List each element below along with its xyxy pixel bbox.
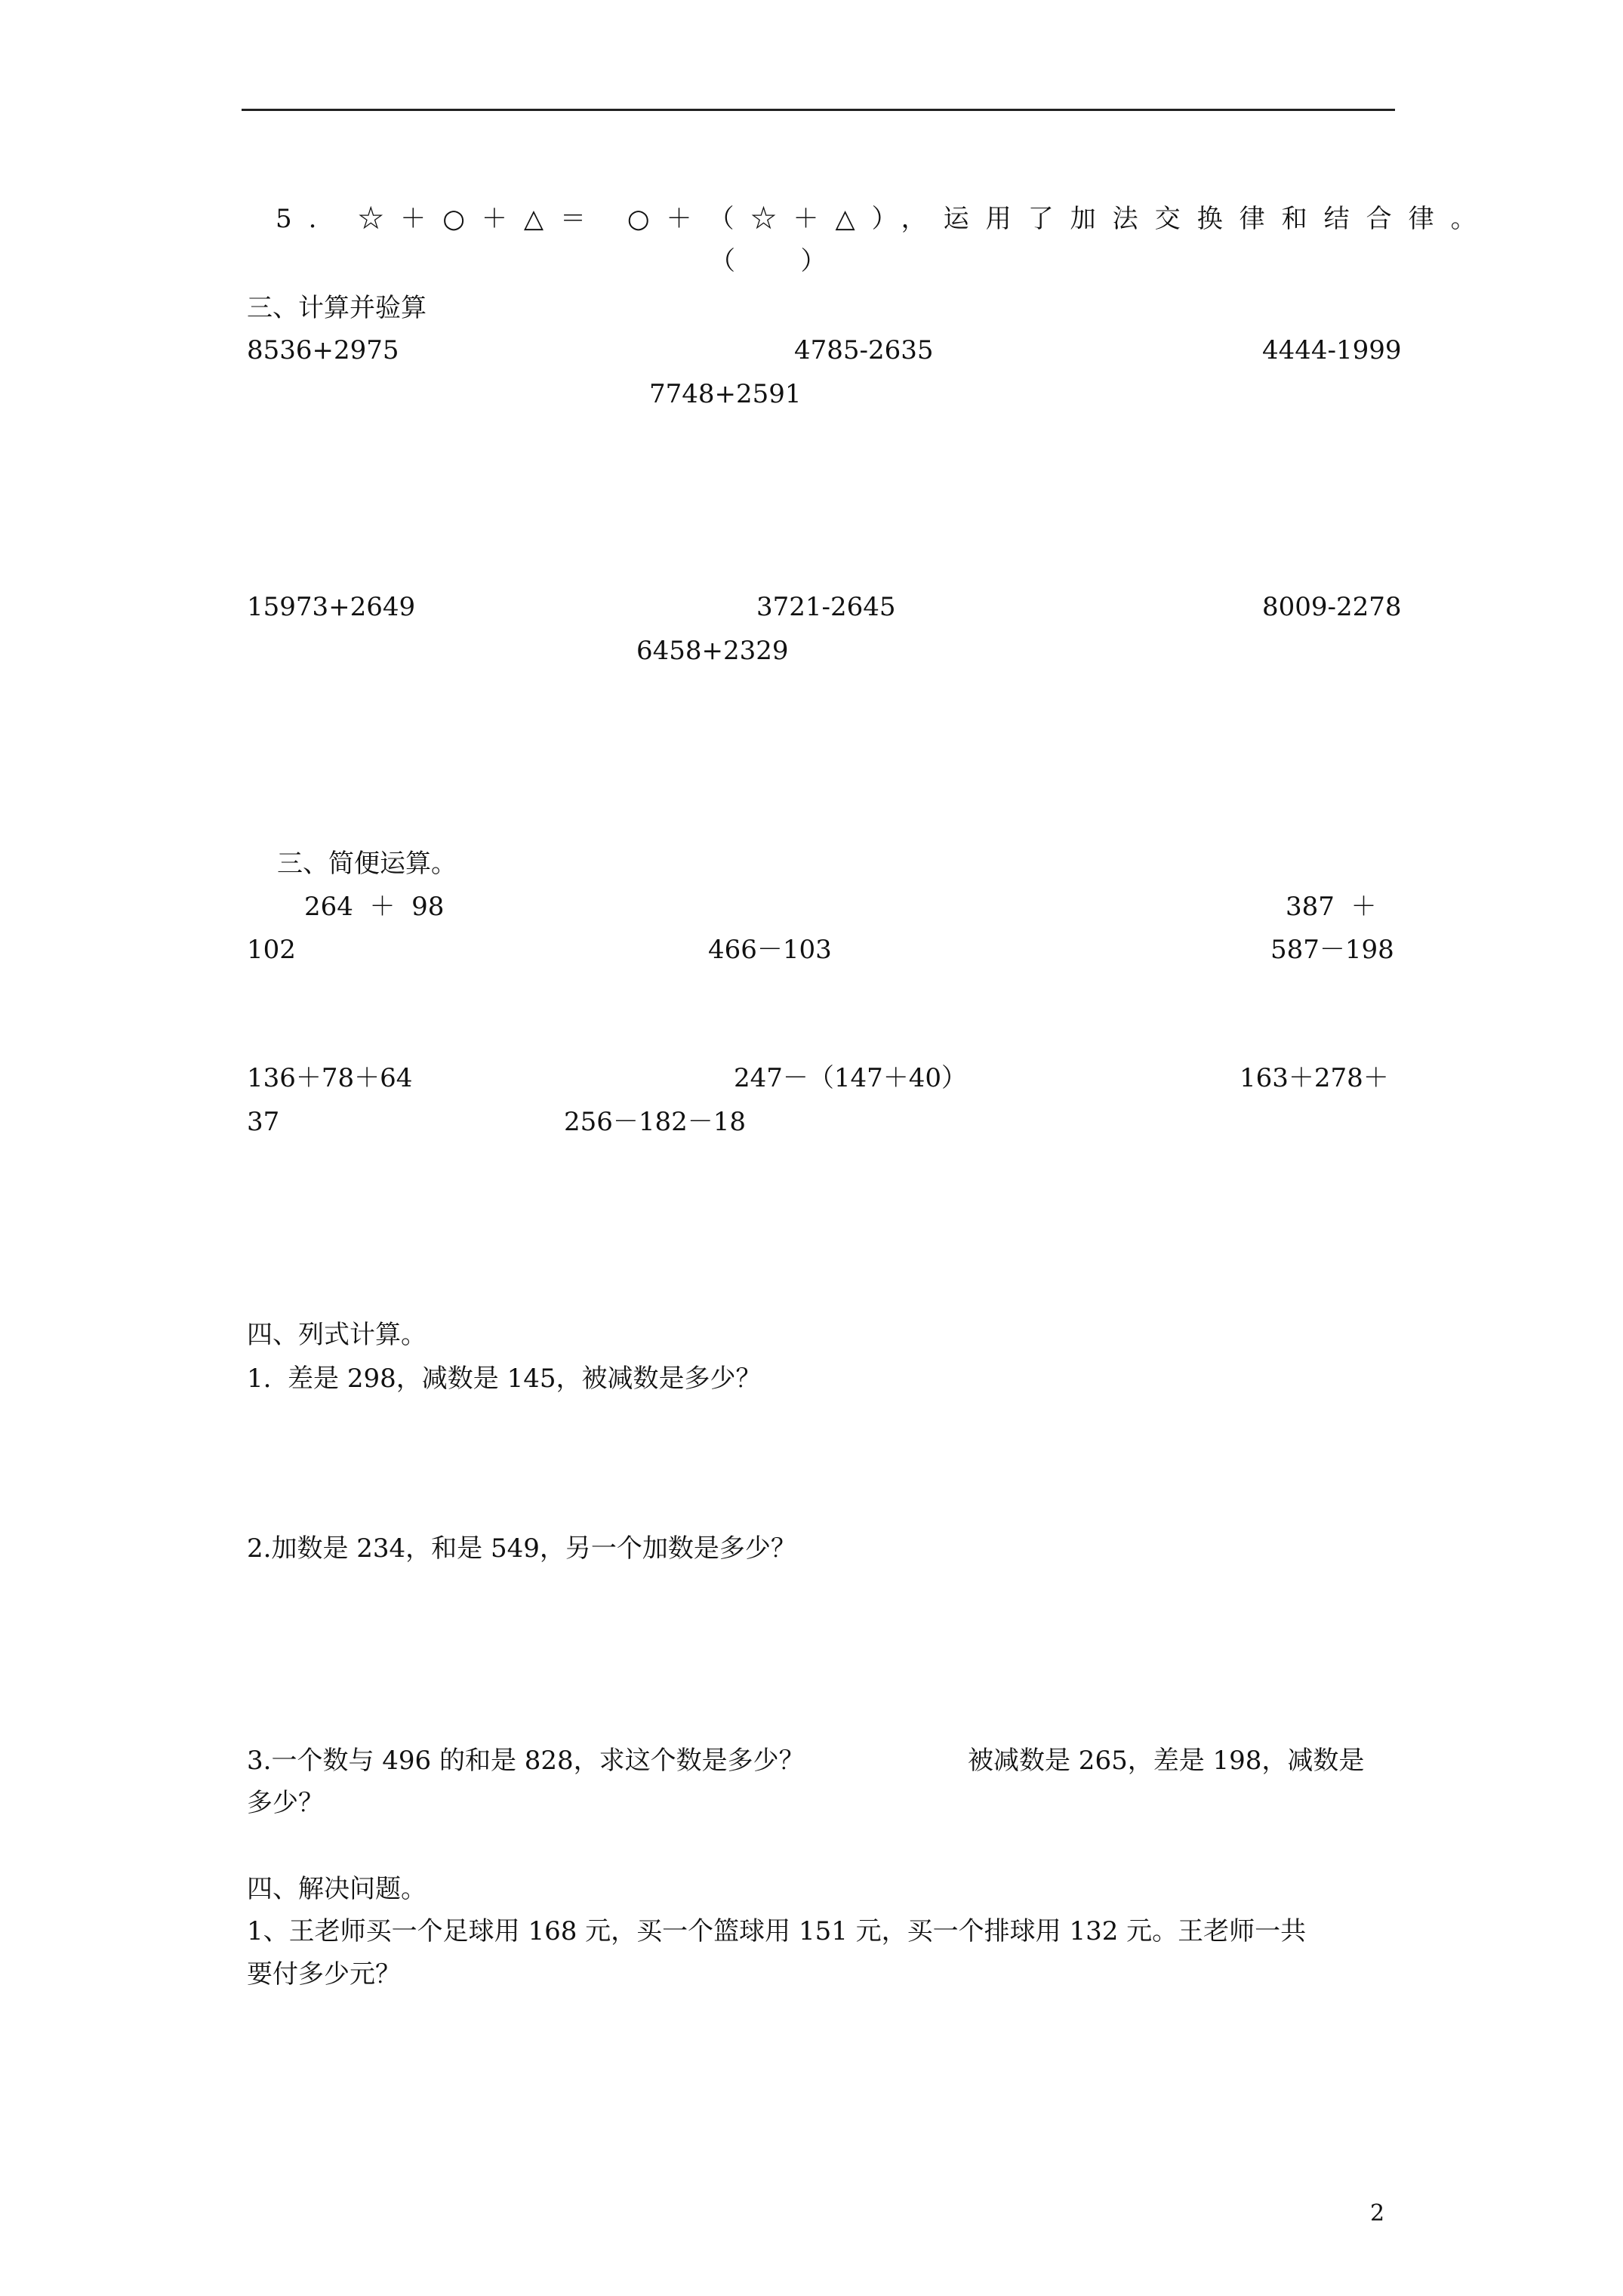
calc-expression: 4444-1999: [1262, 335, 1402, 365]
simple-expression: 163＋278＋: [1240, 1063, 1389, 1093]
calc-expression: 3721-2645: [756, 592, 896, 622]
calc-expression: 4785-2635: [794, 335, 934, 365]
simple-expression: 102: [247, 935, 296, 965]
formula-question-4-cont: 多少？: [247, 1788, 324, 1818]
formula-question-2: 2.加数是 234，和是 549，另一个加数是多少？: [247, 1533, 796, 1564]
formula-question-3: 3.一个数与 496 的和是 828，求这个数是多少？: [247, 1746, 805, 1776]
simple-expression: 37: [247, 1107, 280, 1137]
page-number: 2: [1370, 2200, 1385, 2227]
calc-expression: 8009-2278: [1262, 592, 1402, 622]
simple-expression: 264 ＋ 98: [304, 892, 445, 922]
section-heading-simple-calc: 三、简便运算。: [277, 849, 457, 879]
simple-expression: 587－198: [1270, 935, 1394, 965]
header-rule: [242, 109, 1395, 111]
tf-item-5: 5. ☆＋○＋△＝ ○＋（☆＋△），运用了加法交换律和结合律。: [276, 204, 1493, 234]
problem-1-line-2: 要付多少元？: [247, 1959, 401, 1989]
simple-expression: 387 ＋: [1286, 892, 1377, 922]
calc-expression: 6458+2329: [636, 636, 789, 666]
calc-expression: 15973+2649: [247, 592, 416, 622]
section-heading-calc-verify: 三、计算并验算: [247, 293, 427, 323]
section-heading-formula-calc: 四、列式计算。: [247, 1320, 427, 1350]
calc-expression: 8536+2975: [247, 335, 399, 365]
section-heading-problems: 四、解决问题。: [247, 1874, 427, 1904]
formula-question-1: 1. 差是 298，减数是 145，被减数是多少？: [247, 1364, 762, 1394]
simple-expression: 247－（147＋40）: [734, 1063, 968, 1093]
problem-1-line-1: 1、王老师买一个足球用 168 元，买一个篮球用 151 元，买一个排球用 132 元。王老师一共: [247, 1916, 1307, 1946]
formula-question-4: 被减数是 265，差是 198，减数是: [968, 1746, 1365, 1776]
tf-answer-bracket: （ ）: [710, 246, 827, 276]
simple-expression: 136＋78＋64: [247, 1063, 413, 1093]
calc-expression: 7748+2591: [649, 379, 802, 409]
simple-expression: 256－182－18: [564, 1107, 747, 1137]
simple-expression: 466－103: [708, 935, 832, 965]
